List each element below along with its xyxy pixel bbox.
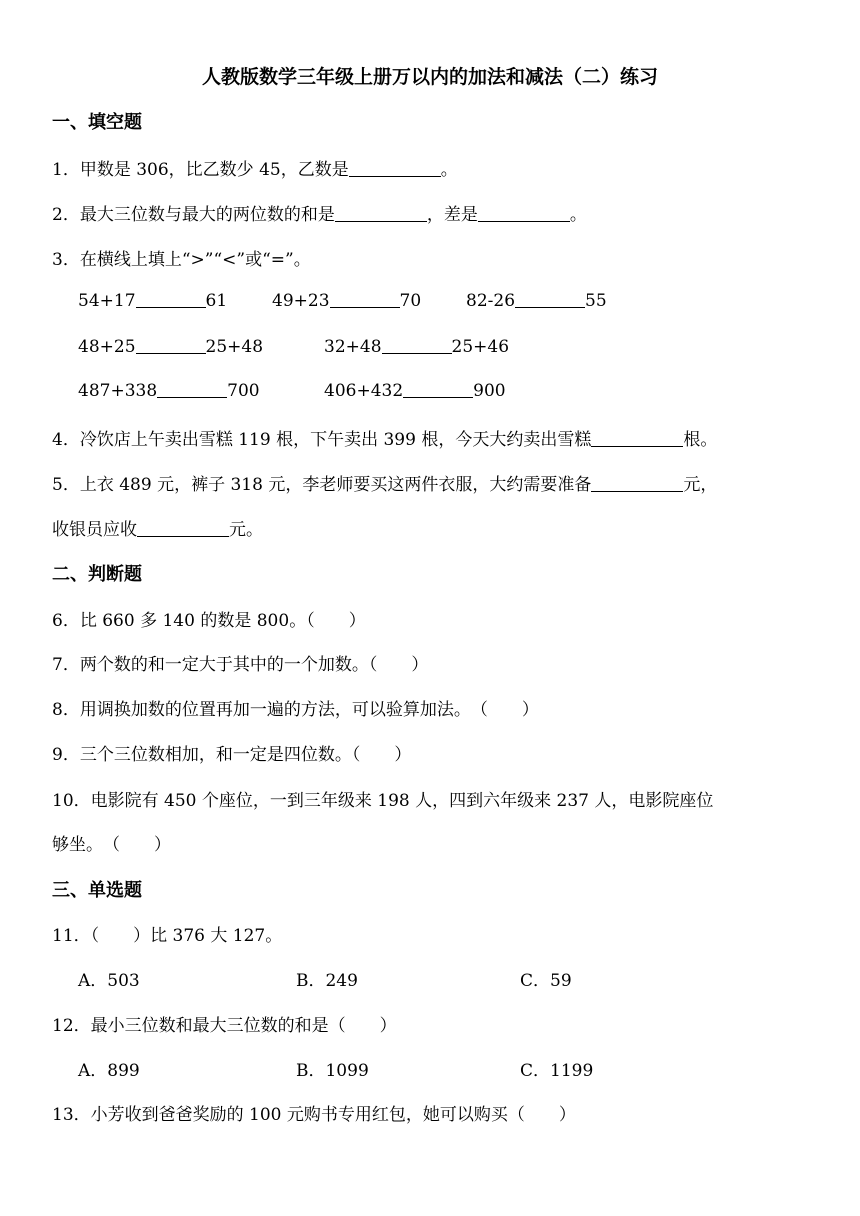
question-number: 7． xyxy=(52,655,80,675)
question-text: 最大三位数与最大的两位数的和是 xyxy=(79,205,335,225)
question-number: 6． xyxy=(52,611,80,631)
question-number: 12． xyxy=(52,1016,91,1036)
compare-item xyxy=(78,290,227,311)
compare-right: 70 xyxy=(399,291,422,311)
compare-item xyxy=(78,336,263,357)
compare-right: 25+46 xyxy=(451,337,510,357)
option-b[interactable]: B．249 xyxy=(296,971,358,991)
compare-left: 32+48 xyxy=(324,337,382,357)
question-text: 用调换加数的位置再加一遍的方法，可以验算加法。 （ ） xyxy=(79,700,539,720)
question-7 xyxy=(52,650,428,675)
answer-blank[interactable] xyxy=(382,336,452,354)
compare-right: 25+48 xyxy=(205,337,264,357)
section-single-choice: 三、单选题 xyxy=(52,880,142,901)
question-text: 电影院有 450 个座位，一到三年级来 198 人，四到六年级来 237 人，电影院座位 xyxy=(90,791,714,811)
question-text: 三个三位数相加，和一定是四位数。（ ） xyxy=(79,745,412,765)
question-13 xyxy=(52,1100,576,1125)
question-1 xyxy=(52,155,458,180)
compare-left: 82-26 xyxy=(466,291,516,311)
question-2 xyxy=(52,200,587,225)
compare-item xyxy=(324,380,506,401)
question-number: 9． xyxy=(52,745,80,765)
answer-blank[interactable] xyxy=(157,380,227,398)
question-number: 5． xyxy=(52,475,80,495)
answer-blank[interactable] xyxy=(349,159,441,177)
page-title: 人教版数学三年级上册万以内的加法和减法（二）练习 xyxy=(201,66,658,88)
answer-blank[interactable] xyxy=(515,290,585,308)
section-fill-in: 一、填空题 xyxy=(52,112,142,133)
question-text-mid: ，差是 xyxy=(426,205,478,225)
question-number: 4． xyxy=(52,430,80,450)
question-text: 在横线上填上“>”“<”或“=”。 xyxy=(79,250,311,270)
question-text-end: 元， xyxy=(683,475,718,495)
question-10 xyxy=(52,786,713,811)
question-text: 冷饮店上午卖出雪糕 119 根，下午卖出 399 根，今天大约卖出雪糕 xyxy=(79,430,592,450)
option-b[interactable]: B．1099 xyxy=(296,1061,369,1081)
question-text: 小芳收到爸爸奖励的 100 元购书专用红包，她可以购买（ ） xyxy=(90,1105,576,1125)
question-12 xyxy=(52,1011,397,1036)
answer-blank[interactable] xyxy=(136,290,206,308)
compare-item xyxy=(78,380,260,401)
question-number: 2． xyxy=(52,205,80,225)
question-text-end: 元。 xyxy=(229,520,263,540)
question-number: 10． xyxy=(52,791,91,811)
question-number: 13． xyxy=(52,1105,91,1125)
compare-left: 49+23 xyxy=(272,291,330,311)
compare-right: 700 xyxy=(227,381,260,401)
question-text: 上衣 489 元，裤子 318 元，李老师要买这两件衣服，大约需要准备 xyxy=(79,475,592,495)
option-c[interactable]: C．59 xyxy=(520,971,572,991)
question-11 xyxy=(52,921,282,946)
answer-blank[interactable] xyxy=(591,474,683,492)
answer-blank[interactable] xyxy=(403,380,473,398)
question-text-end: 。 xyxy=(440,160,458,180)
compare-item xyxy=(272,290,421,311)
compare-left: 54+17 xyxy=(78,291,136,311)
compare-left: 406+432 xyxy=(324,381,404,401)
answer-blank[interactable] xyxy=(136,336,206,354)
question-5 xyxy=(52,470,717,495)
question-number: 1． xyxy=(52,160,80,180)
answer-blank[interactable] xyxy=(478,204,570,222)
question-3 xyxy=(52,245,311,270)
compare-right: 61 xyxy=(205,291,228,311)
question-number: 3． xyxy=(52,250,80,270)
option-c[interactable]: C．1199 xyxy=(520,1061,594,1081)
question-text: 最小三位数和最大三位数的和是（ ） xyxy=(90,1016,397,1036)
question-text: 甲数是 306，比乙数少 45，乙数是 xyxy=(79,160,349,180)
answer-blank[interactable] xyxy=(591,429,683,447)
section-true-false: 二、判断题 xyxy=(52,564,142,585)
answer-blank[interactable] xyxy=(335,204,427,222)
option-a[interactable]: A．503 xyxy=(78,971,140,991)
question-text: 够坐。 （ ） xyxy=(52,835,171,855)
compare-item xyxy=(324,336,509,357)
question-text: 收银员应收 xyxy=(52,520,137,540)
compare-left: 487+338 xyxy=(78,381,158,401)
answer-blank[interactable] xyxy=(330,290,400,308)
question-9 xyxy=(52,740,411,765)
question-text: 比 660 多 140 的数是 800。（ ） xyxy=(79,611,366,631)
option-a[interactable]: A．899 xyxy=(78,1061,140,1081)
question-5-continued xyxy=(52,515,263,540)
question-text-end: 。 xyxy=(569,205,587,225)
question-number: 11． xyxy=(52,926,91,946)
question-10-continued xyxy=(52,830,171,855)
question-text: （ ）比 376 大 127。 xyxy=(90,926,283,946)
compare-item xyxy=(466,290,607,311)
question-4 xyxy=(52,425,717,450)
question-8 xyxy=(52,695,539,720)
compare-left: 48+25 xyxy=(78,337,136,357)
compare-right: 55 xyxy=(585,291,607,311)
compare-right: 900 xyxy=(473,381,506,401)
question-number: 8． xyxy=(52,700,80,720)
answer-blank[interactable] xyxy=(137,519,229,537)
question-6 xyxy=(52,606,366,631)
question-text: 两个数的和一定大于其中的一个加数。（ ） xyxy=(79,655,429,675)
question-text-end: 根。 xyxy=(683,430,718,450)
